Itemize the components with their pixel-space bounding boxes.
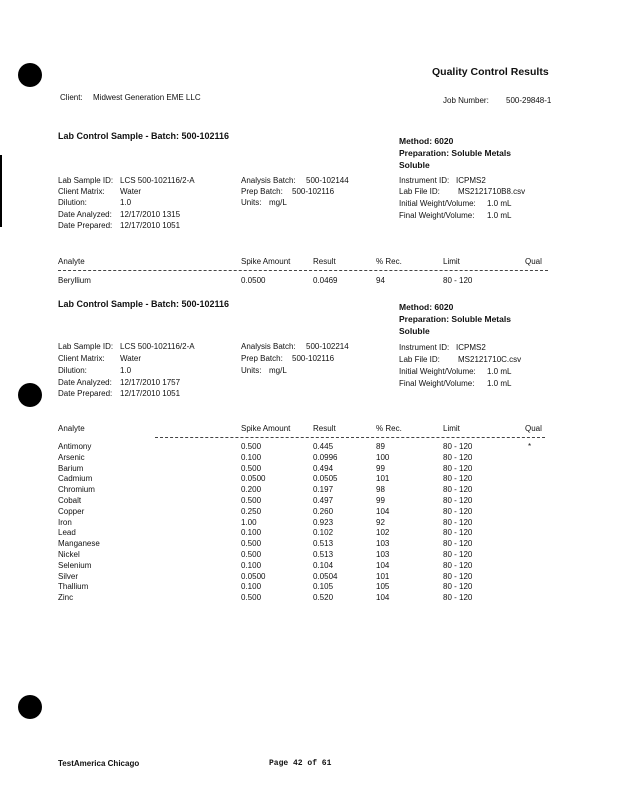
date-analyzed-value: 12/17/2010 1757 bbox=[120, 378, 181, 387]
limit: 80 - 120 bbox=[443, 485, 473, 495]
page-title: Quality Control Results bbox=[432, 66, 549, 78]
instrument-id-label: Instrument ID: bbox=[399, 176, 450, 185]
method: Method: 6020 bbox=[399, 136, 454, 146]
analysis-batch-value: 500-102144 bbox=[306, 176, 349, 185]
limit: 80 - 120 bbox=[443, 528, 473, 538]
method: Method: 6020 bbox=[399, 302, 454, 312]
result: 0.0996 bbox=[313, 452, 338, 462]
table-row bbox=[0, 453, 618, 464]
result: 0.102 bbox=[313, 528, 334, 538]
col-rec: % Rec. bbox=[376, 424, 402, 433]
result: 0.105 bbox=[313, 582, 334, 592]
spike-amount: 0.200 bbox=[241, 485, 262, 495]
limit: 80 - 120 bbox=[443, 506, 473, 516]
footer-page-number: Page 42 of 61 bbox=[269, 759, 332, 768]
table-row bbox=[0, 528, 618, 539]
table-row bbox=[0, 593, 618, 604]
percent-rec: 105 bbox=[376, 582, 390, 592]
result: 0.0504 bbox=[313, 571, 338, 581]
percent-rec: 99 bbox=[376, 463, 385, 473]
analyte: Manganese bbox=[58, 539, 100, 549]
limit: 80 - 120 bbox=[443, 442, 473, 451]
table-row bbox=[0, 539, 618, 550]
limit: 80 - 120 bbox=[443, 560, 473, 570]
client-matrix-value: Water bbox=[120, 354, 142, 363]
dilution-value: 1.0 bbox=[120, 198, 132, 207]
job-number-label: Job Number: bbox=[443, 96, 489, 105]
table-row bbox=[0, 561, 618, 572]
spike-amount: 0.0500 bbox=[241, 474, 266, 484]
spike-amount: 0.100 bbox=[241, 452, 262, 462]
result: 0.513 bbox=[313, 539, 334, 549]
instrument-id-value: ICPMS2 bbox=[456, 343, 486, 352]
spike-amount: 0.100 bbox=[241, 560, 262, 570]
header-rule bbox=[58, 270, 548, 271]
preparation: Preparation: Soluble Metals bbox=[399, 148, 511, 158]
spike-amount: 0.100 bbox=[241, 528, 262, 538]
percent-rec: 102 bbox=[376, 528, 390, 538]
client-value: Midwest Generation EME LLC bbox=[93, 93, 201, 102]
spike-amount: 1.00 bbox=[241, 517, 257, 527]
result: 0.494 bbox=[313, 463, 334, 473]
footer-lab-name: TestAmerica Chicago bbox=[58, 759, 140, 768]
spike-amount: 0.500 bbox=[241, 463, 262, 473]
result: 0.197 bbox=[313, 485, 334, 495]
final-volume-value: 1.0 mL bbox=[487, 211, 512, 220]
table-row bbox=[0, 474, 618, 485]
client-label: Client: bbox=[60, 93, 83, 102]
job-number-value: 500-29848-1 bbox=[506, 96, 552, 105]
analyte: Silver bbox=[58, 571, 79, 581]
date-prepared-label: Date Prepared: bbox=[58, 389, 113, 398]
units-label: Units: bbox=[241, 366, 262, 375]
instrument-id-label: Instrument ID: bbox=[399, 343, 450, 352]
limit: 80 - 120 bbox=[443, 550, 473, 559]
dilution-label: Dilution: bbox=[58, 366, 87, 375]
analyte: Barium bbox=[58, 463, 84, 473]
final-volume-label: Final Weight/Volume: bbox=[399, 379, 475, 388]
result: 0.104 bbox=[313, 560, 334, 570]
units-label: Units: bbox=[241, 198, 262, 207]
analyte: Selenium bbox=[58, 560, 92, 570]
col-spike-amount: Spike Amount bbox=[241, 257, 291, 266]
prep-batch-label: Prep Batch: bbox=[241, 354, 283, 363]
percent-rec: 89 bbox=[376, 442, 385, 451]
table-row bbox=[0, 550, 618, 561]
percent-rec: 104 bbox=[376, 560, 390, 570]
spike-amount: 0.500 bbox=[241, 496, 262, 505]
punch-hole-bottom bbox=[18, 695, 42, 719]
spike-amount: 0.500 bbox=[241, 593, 262, 603]
analysis-batch-label: Analysis Batch: bbox=[241, 342, 296, 351]
col-analyte: Analyte bbox=[58, 257, 85, 266]
result: 0.0469 bbox=[313, 276, 338, 285]
result: 0.513 bbox=[313, 550, 334, 559]
lab-file-id-value: MS2121710B8.csv bbox=[458, 187, 526, 196]
lab-file-id-label: Lab File ID: bbox=[399, 187, 440, 196]
final-volume-label: Final Weight/Volume: bbox=[399, 211, 475, 220]
date-analyzed-label: Date Analyzed: bbox=[58, 210, 112, 219]
result: 0.260 bbox=[313, 506, 334, 516]
prep-batch-value: 500-102116 bbox=[292, 354, 335, 363]
analyte: Copper bbox=[58, 506, 85, 516]
limit: 80 - 120 bbox=[443, 276, 473, 285]
spike-amount: 0.500 bbox=[241, 442, 262, 451]
table-header bbox=[0, 424, 618, 435]
date-analyzed-value: 12/17/2010 1315 bbox=[120, 210, 181, 219]
limit: 80 - 120 bbox=[443, 571, 473, 581]
table-row bbox=[0, 572, 618, 583]
col-limit: Limit bbox=[443, 424, 460, 433]
spike-amount: 0.0500 bbox=[241, 276, 266, 285]
analyte: Beryllium bbox=[58, 276, 91, 285]
percent-rec: 103 bbox=[376, 550, 390, 559]
table-row bbox=[0, 485, 618, 496]
analyte: Zinc bbox=[58, 593, 74, 603]
lab-sample-id-value: LCS 500-102116/2-A bbox=[120, 176, 195, 185]
date-analyzed-label: Date Analyzed: bbox=[58, 378, 112, 387]
lab-file-id-label: Lab File ID: bbox=[399, 355, 440, 364]
spike-amount: 0.100 bbox=[241, 582, 262, 592]
limit: 80 - 120 bbox=[443, 539, 473, 549]
percent-rec: 92 bbox=[376, 517, 385, 527]
client-matrix-value: Water bbox=[120, 187, 142, 196]
table-row bbox=[0, 496, 618, 507]
prep-batch-label: Prep Batch: bbox=[241, 187, 283, 196]
analyte: Cobalt bbox=[58, 496, 82, 505]
percent-rec: 98 bbox=[376, 485, 385, 495]
date-prepared-value: 12/17/2010 1051 bbox=[120, 221, 181, 230]
analyte: Arsenic bbox=[58, 452, 85, 462]
limit: 80 - 120 bbox=[443, 452, 473, 462]
lab-sample-id-label: Lab Sample ID: bbox=[58, 176, 114, 185]
limit: 80 - 120 bbox=[443, 496, 473, 505]
preparation-cont: Soluble bbox=[399, 326, 430, 336]
spike-amount: 0.500 bbox=[241, 539, 262, 549]
initial-volume-label: Initial Weight/Volume: bbox=[399, 199, 476, 208]
table-row bbox=[0, 582, 618, 593]
col-result: Result bbox=[313, 257, 336, 266]
scan-edge-mark bbox=[0, 155, 2, 227]
percent-rec: 101 bbox=[376, 571, 390, 581]
spike-amount: 0.0500 bbox=[241, 571, 266, 581]
qual: * bbox=[528, 442, 532, 451]
col-limit: Limit bbox=[443, 257, 460, 266]
initial-volume-value: 1.0 mL bbox=[487, 367, 512, 376]
date-prepared-value: 12/17/2010 1051 bbox=[120, 389, 181, 398]
percent-rec: 99 bbox=[376, 496, 385, 505]
analyte: Lead bbox=[58, 528, 76, 538]
result: 0.0505 bbox=[313, 474, 338, 484]
client-matrix-label: Client Matrix: bbox=[58, 187, 105, 196]
lab-sample-id-value: LCS 500-102116/2-A bbox=[120, 342, 195, 351]
analyte: Thallium bbox=[58, 582, 89, 592]
prep-batch-value: 500-102116 bbox=[292, 187, 335, 196]
col-rec: % Rec. bbox=[376, 257, 402, 266]
col-qual: Qual bbox=[525, 257, 542, 266]
initial-volume-value: 1.0 mL bbox=[487, 199, 512, 208]
units-value: mg/L bbox=[269, 366, 287, 375]
section-heading: Lab Control Sample - Batch: 500-102116 bbox=[58, 131, 230, 141]
table-row bbox=[0, 518, 618, 529]
table-row bbox=[0, 464, 618, 475]
section-heading: Lab Control Sample - Batch: 500-102116 bbox=[58, 299, 230, 309]
table-row bbox=[0, 507, 618, 518]
analysis-batch-label: Analysis Batch: bbox=[241, 176, 296, 185]
limit: 80 - 120 bbox=[443, 463, 473, 473]
col-qual: Qual bbox=[525, 424, 542, 433]
analyte: Chromium bbox=[58, 485, 95, 495]
analyte: Cadmium bbox=[58, 474, 93, 484]
final-volume-value: 1.0 mL bbox=[487, 379, 512, 388]
punch-hole-middle bbox=[18, 383, 42, 407]
limit: 80 - 120 bbox=[443, 593, 473, 603]
result: 0.497 bbox=[313, 496, 334, 505]
date-prepared-label: Date Prepared: bbox=[58, 221, 113, 230]
percent-rec: 101 bbox=[376, 474, 390, 484]
analyte: Nickel bbox=[58, 550, 80, 559]
table-row bbox=[0, 442, 618, 453]
preparation: Preparation: Soluble Metals bbox=[399, 314, 511, 324]
result: 0.923 bbox=[313, 517, 334, 527]
spike-amount: 0.500 bbox=[241, 550, 262, 559]
table-row bbox=[0, 276, 618, 287]
analysis-batch-value: 500-102214 bbox=[306, 342, 349, 351]
dilution-label: Dilution: bbox=[58, 198, 87, 207]
analyte: Iron bbox=[58, 517, 72, 527]
units-value: mg/L bbox=[269, 198, 287, 207]
result: 0.445 bbox=[313, 442, 334, 451]
analyte: Antimony bbox=[58, 442, 92, 451]
result: 0.520 bbox=[313, 593, 334, 603]
percent-rec: 94 bbox=[376, 276, 385, 285]
percent-rec: 104 bbox=[376, 506, 390, 516]
limit: 80 - 120 bbox=[443, 517, 473, 527]
preparation-cont: Soluble bbox=[399, 160, 430, 170]
limit: 80 - 120 bbox=[443, 582, 473, 592]
punch-hole-top bbox=[18, 63, 42, 87]
lab-sample-id-label: Lab Sample ID: bbox=[58, 342, 114, 351]
percent-rec: 104 bbox=[376, 593, 390, 603]
percent-rec: 100 bbox=[376, 452, 390, 462]
table-header bbox=[0, 257, 618, 268]
initial-volume-label: Initial Weight/Volume: bbox=[399, 367, 476, 376]
spike-amount: 0.250 bbox=[241, 506, 262, 516]
header-rule bbox=[155, 437, 545, 438]
instrument-id-value: ICPMS2 bbox=[456, 176, 486, 185]
col-analyte: Analyte bbox=[58, 424, 85, 433]
col-result: Result bbox=[313, 424, 336, 433]
limit: 80 - 120 bbox=[443, 474, 473, 484]
lab-file-id-value: MS2121710C.csv bbox=[458, 355, 522, 364]
percent-rec: 103 bbox=[376, 539, 390, 549]
client-matrix-label: Client Matrix: bbox=[58, 354, 105, 363]
col-spike-amount: Spike Amount bbox=[241, 424, 291, 433]
dilution-value: 1.0 bbox=[120, 366, 132, 375]
